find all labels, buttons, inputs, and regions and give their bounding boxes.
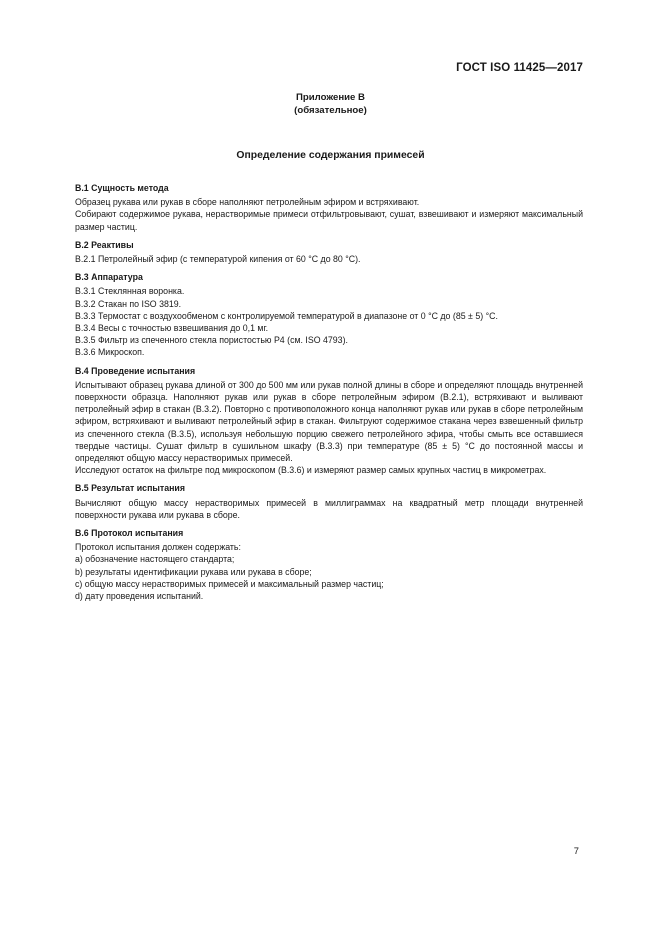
paragraph: Исследуют остаток на фильтре под микроскопом (В.3.6) и измеряют размер самых крупных частиц в микрометрах. bbox=[75, 465, 547, 476]
section-heading: В.5 Результат испытания bbox=[75, 483, 185, 494]
paragraph: Собирают содержимое рукава, нерастворимые примеси отфильтровывают, сушат, взвешивают и измеряют максимальный размер частиц. bbox=[75, 209, 583, 232]
paragraph: Вычисляют общую массу нерастворимых примесей в миллиграммах на квадратный метр площади внутренней поверхности рукава или рукава в сборе. bbox=[75, 497, 583, 520]
annex-title: Приложение В bbox=[296, 92, 365, 103]
section-4 bbox=[75, 365, 583, 477]
list-item: a) обозначение настоящего стандарта; bbox=[75, 554, 235, 565]
paragraph: В.2.1 Петролейный эфир (с температурой кипения от 60 °С до 80 °С). bbox=[75, 254, 361, 265]
list-item: В.3.4 Весы с точностью взвешивания до 0,1 мг. bbox=[75, 323, 269, 334]
section-heading: В.4 Проведение испытания bbox=[75, 365, 196, 376]
list-item: В.3.6 Микроскоп. bbox=[75, 347, 145, 358]
section-heading: В.6 Протокол испытания bbox=[75, 528, 184, 539]
section-3 bbox=[75, 271, 583, 358]
section-6 bbox=[75, 527, 583, 602]
section-5 bbox=[75, 482, 583, 521]
list-item: В.3.1 Стеклянная воронка. bbox=[75, 286, 185, 297]
document-title: Определение содержания примесей bbox=[236, 150, 425, 161]
list-item: c) общую массу нерастворимых примесей и максимальный размер частиц; bbox=[75, 578, 384, 589]
paragraph: Испытывают образец рукава длиной от 300 до 500 мм или рукав полной длины в сборе и определяют площадь внутренней поверхности образца. Наполняют рукав или рукав в сборе петролейным эфиром (В.2.1), встряхивают и выливают петролейный эфир в стакан (В.3.2). Повторно с противоположного конца наполняют рукав или рукав в сборе петролейным эфиром, встряхивают и выливают петролейный эфир в стакан. Фильтруют содержимое стакана через взвешенный фильтр из спеченного стекла (В.3.5), используя небольшую порцию свежего петролейного эфира, чтобы смыть все оставшиеся твердые частицы. Сушат фильтр в сушильном шкафу (В.3.3) при температуре (85 ± 5) °С до постоянной массы и определяют общую массу нерастворимых примесей. bbox=[75, 379, 583, 464]
paragraph: Протокол испытания должен содержать: bbox=[75, 542, 241, 553]
section-2 bbox=[75, 239, 583, 265]
standard-designation: ГОСТ ISO 11425—2017 bbox=[456, 62, 583, 74]
page-number: 7 bbox=[573, 845, 579, 856]
document-body bbox=[75, 182, 583, 607]
list-item: В.3.2 Стакан по ISO 3819. bbox=[75, 298, 182, 309]
annex-subtitle: (обязательное) bbox=[294, 105, 367, 116]
section-heading: В.2 Реактивы bbox=[75, 239, 134, 250]
list-item: В.3.5 Фильтр из спеченного стекла пористостью Р4 (см. ISO 4793). bbox=[75, 335, 348, 346]
list-item: d) дату проведения испытаний. bbox=[75, 591, 204, 602]
section-1 bbox=[75, 182, 583, 233]
list-item: В.3.3 Термостат с воздухообменом с контролируемой температурой в диапазоне от 0 °С до (85 ± 5) °С. bbox=[75, 310, 498, 321]
section-heading: В.3 Аппаратура bbox=[75, 272, 143, 283]
paragraph: Образец рукава или рукав в сборе наполняют петролейным эфиром и встряхивают. bbox=[75, 197, 420, 208]
annex-heading bbox=[0, 91, 661, 117]
list-item: b) результаты идентификации рукава или рукава в сборе; bbox=[75, 566, 312, 577]
section-heading: В.1 Сущность метода bbox=[75, 183, 169, 193]
